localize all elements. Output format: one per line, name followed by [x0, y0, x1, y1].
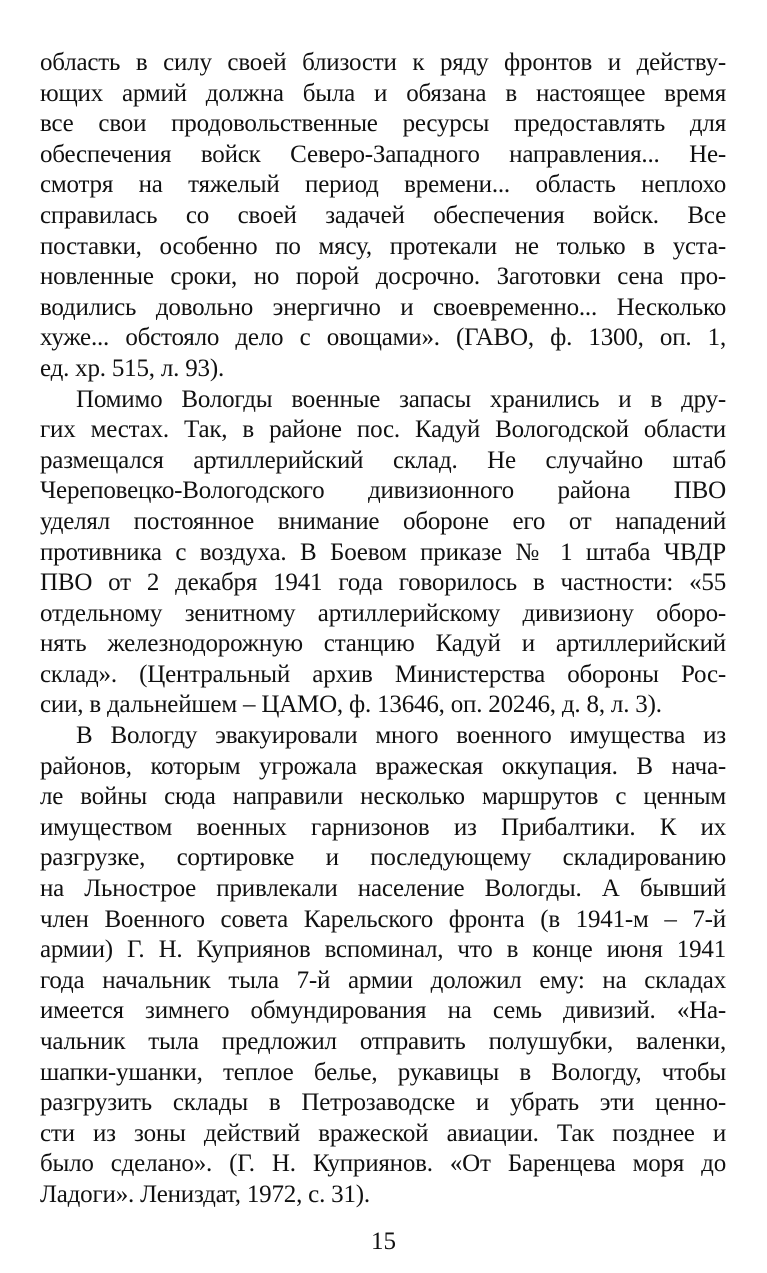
paragraph	[40, 385, 726, 722]
text-line: склад». (Центральный архив Министерства обороны Рос-	[40, 660, 726, 688]
text-line: ПВО от 2 декабря 1941 года говорилось в частности: «55	[40, 569, 726, 597]
text-line: все свои продовольственные ресурсы предоставлять для	[40, 110, 726, 138]
text-line: отдельному зенитному артиллерийскому дивизиону оборо-	[40, 599, 726, 627]
paragraph	[40, 721, 726, 1211]
text-line: было сделано». (Г. Н. Куприянов. «От Баренцева моря до	[40, 1150, 726, 1178]
paragraph	[40, 48, 726, 385]
text-line: ле войны сюда направили несколько маршрутов с ценным	[40, 783, 726, 811]
text-line: армии) Г. Н. Куприянов вспоминал, что в конце июня 1941	[40, 936, 726, 964]
page-body-text	[40, 48, 726, 1211]
text-line: сии, в дальнейшем – ЦАМО, ф. 13646, оп. 20246, д. 8, л. 3).	[40, 691, 662, 719]
text-line: ющих армий должна была и обязана в настоящее время	[40, 79, 726, 107]
text-line: Помимо Вологды военные запасы хранились и в дру-	[76, 385, 726, 413]
text-line: районов, которым угрожала вражеская оккупация. В нача-	[40, 752, 726, 780]
text-line: обеспечения войск Северо-Западного направления... Не-	[40, 140, 726, 168]
text-line: имеется зимнего обмундирования на семь дивизий. «На-	[40, 997, 726, 1025]
text-line: размещался артиллерийский склад. Не случайно штаб	[40, 446, 726, 474]
text-line: года начальник тыла 7-й армии доложил ему: на складах	[40, 966, 726, 994]
text-line: сти из зоны действий вражеской авиации. Так позднее и	[40, 1119, 726, 1147]
text-line: Ладоги». Лениздат, 1972, с. 31).	[40, 1180, 370, 1208]
text-line: ед. хр. 515, л. 93).	[40, 354, 225, 382]
text-line: член Военного совета Карельского фронта (в 1941-м – 7-й	[40, 905, 726, 933]
text-line: уделял постоянное внимание обороне его от нападений	[40, 507, 726, 535]
text-line: В Вологду эвакуировали много военного имущества из	[76, 722, 726, 750]
text-line: Череповецко-Вологодского дивизионного района ПВО	[40, 477, 726, 505]
text-line: водились довольно энергично и своевременно... Несколько	[40, 293, 726, 321]
text-line: на Льнострое привлекали население Вологды. А бывший	[40, 875, 726, 903]
text-line: шапки-ушанки, теплое белье, рукавицы в Вологду, чтобы	[40, 1058, 726, 1086]
text-line: гих местах. Так, в районе пос. Кадуй Вологодской области	[40, 416, 726, 444]
page-number: 15	[371, 1228, 396, 1255]
text-line: имуществом военных гарнизонов из Прибалтики. К их	[40, 813, 726, 841]
text-line: хуже... обстояло дело с овощами». (ГАВО, ф. 1300, оп. 1,	[40, 324, 726, 352]
text-line: противника с воздуха. В Боевом приказе № 1 штаба ЧВДР	[40, 538, 726, 566]
text-line: чальник тыла предложил отправить полушубки, валенки,	[40, 1028, 726, 1055]
text-line: справилась со своей задачей обеспечения войск. Все	[40, 201, 726, 229]
text-line: новленные сроки, но порой досрочно. Заготовки сена про-	[40, 263, 726, 291]
text-line: поставки, особенно по мясу, протекали не только в уста-	[40, 232, 726, 260]
text-line: разгрузке, сортировке и последующему складированию	[40, 844, 726, 872]
text-line: смотря на тяжелый период времени... область неплохо	[40, 171, 726, 199]
text-line: разгрузить склады в Петрозаводске и убрать эти ценно-	[40, 1089, 726, 1117]
text-line: нять железнодорожную станцию Кадуй и артиллерийский	[40, 630, 726, 658]
text-line: область в силу своей близости к ряду фронтов и действу-	[40, 49, 726, 76]
